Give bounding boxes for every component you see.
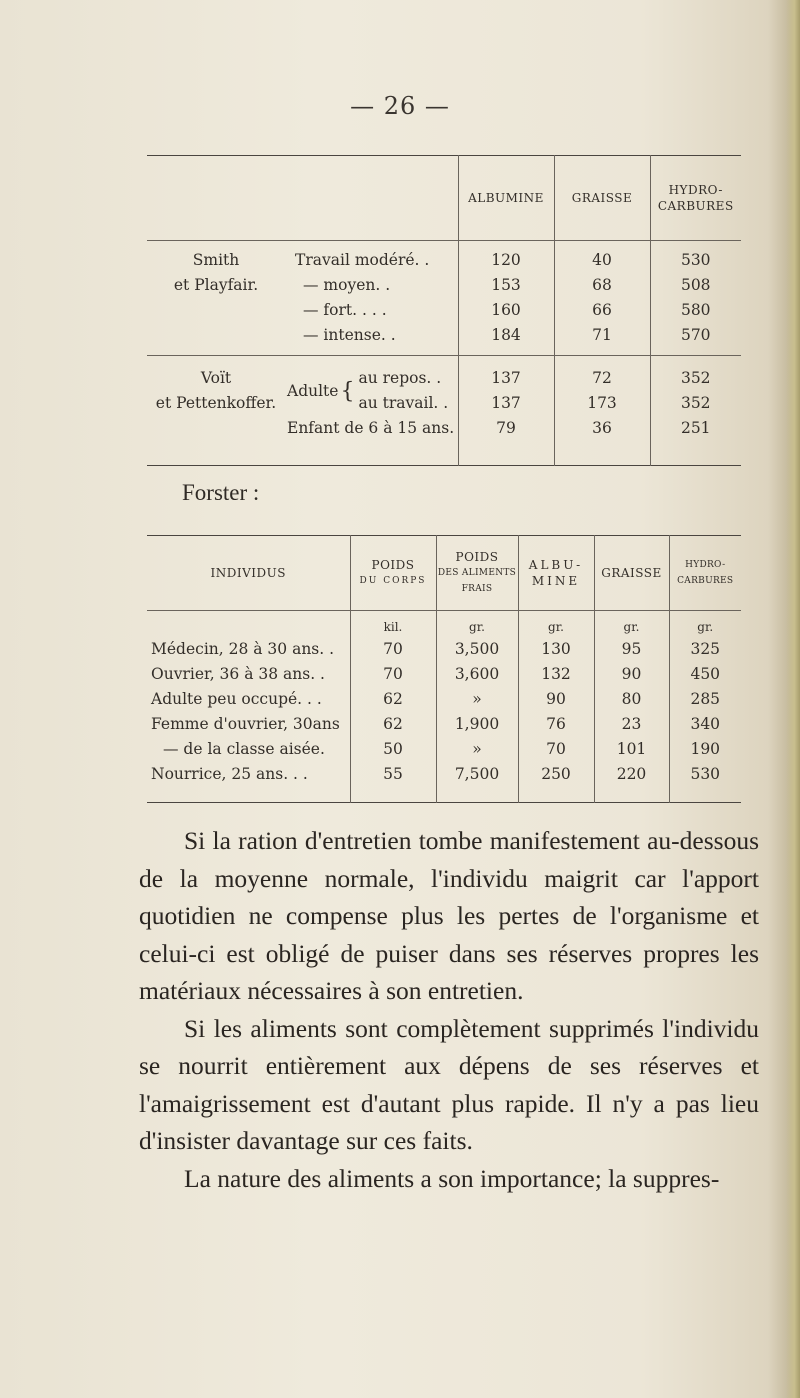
value-cell: 70 [383,640,403,658]
table1-header-graisse: GRAISSE [554,156,650,241]
value-cell: 80 [621,690,642,708]
individu-label: Adulte peu occupé. . . [151,690,322,708]
paragraph: La nature des aliments a son importance; la suppres- [184,1163,720,1193]
value-cell: 76 [546,715,566,733]
value-cell: 530 [680,251,711,269]
individu-label: Nourrice, 25 ans. . . [151,765,308,783]
table1-group-smith [147,241,741,356]
paragraph: Si la ration d'entretien tombe manifestement au-dessous de la moyenne normale, l'individu maigrit car l'apport quotidien ne compense plus les pertes de l'organisme et celui-ci est obligé de puiser dans ses réserves propres les matériaux nécessaires à son entretien. [139,826,759,1005]
forster-ration-table [147,535,741,803]
value-cell: 1,900 [454,715,500,733]
header-poids-corps [350,536,436,611]
header-text: HYDRO- [685,560,726,570]
value-cell: 79 [496,419,516,437]
value-cell: 90 [621,665,642,683]
value-cell: 137 [491,369,521,387]
value-cell: 530 [690,765,721,783]
unit-label: gr. [469,620,485,634]
albumine-values [458,241,554,356]
adulte-group [287,366,458,416]
value-cell: 50 [383,740,403,758]
value-cell: 62 [383,715,403,733]
value-cell: » [472,740,482,758]
value-cell: 450 [690,665,721,683]
value-cell: 70 [546,740,566,758]
table1-group-voit [147,356,741,466]
individu-label: Femme d'ouvrier, 30ans [151,715,340,733]
header-hydrocarbures [669,536,741,611]
value-cell: 250 [541,765,571,783]
hydro-values [650,241,741,356]
unit-label: gr. [548,620,564,634]
individu-label: Médecin, 28 à 30 ans. . [151,640,335,658]
header-text: POIDS [371,558,415,572]
row-label: — moyen. . [303,276,391,294]
value-cell: 90 [546,690,566,708]
header-text: DES ALIMENTS [437,568,517,578]
author-line: et Pettenkoffer. [155,394,277,412]
author-voit-pettenkoffer [147,356,285,466]
table2-header-row [147,536,741,611]
value-cell: 120 [491,251,521,269]
table1-header-empty-1 [147,156,285,241]
table1-header-albumine: ALBUMINE [458,156,554,241]
value-cell: 72 [592,369,612,387]
value-cell: 340 [690,715,721,733]
unit-label: kil. [383,620,403,634]
brace-glyph: { [340,378,355,404]
hydro-values-voit [650,356,741,466]
aliments-column [436,611,518,803]
value-cell: 23 [621,715,642,733]
value-cell: 66 [592,301,612,319]
work-level-labels [285,241,458,356]
voit-labels [285,356,458,466]
value-cell: 220 [616,765,647,783]
author-line: Smith [192,251,240,269]
value-cell: 251 [680,419,711,437]
author-smith-playfair [147,241,285,356]
albumine-values-voit [458,356,554,466]
individu-label: — de la classe aisée. [163,740,325,758]
value-cell: 153 [491,276,521,294]
value-cell: 352 [680,394,711,412]
value-cell: 62 [383,690,403,708]
table2-body [147,611,741,803]
graisse-values [554,241,650,356]
individus-column [147,611,350,803]
row-label: au repos. . [358,369,442,387]
row-label: Enfant de 6 à 15 ans. [287,419,455,437]
unit-label: gr. [697,620,714,634]
value-cell: 71 [592,326,612,344]
page-number: — 26 — [350,92,450,120]
header-text: DU CORPS [359,576,427,586]
header-poids-aliments [436,536,518,611]
body-text [139,822,759,1197]
header-individus: INDIVIDUS [147,536,350,611]
header-graisse: GRAISSE [594,536,669,611]
header-text: FRAIS [461,584,493,594]
table1-header-row [147,156,741,241]
adulte-label: Adulte [287,381,339,400]
header-text: CARBURES [677,576,734,586]
value-cell: 95 [621,640,642,658]
header-text: ALBU- [528,558,584,572]
value-cell: 3,600 [454,665,500,683]
value-cell: 352 [680,369,711,387]
albumine-column [518,611,594,803]
value-cell: 137 [491,394,521,412]
author-line: et Playfair. [173,276,259,294]
value-cell: 40 [592,251,612,269]
header-text: MINE [531,574,581,588]
row-label: au travail. . [358,394,449,412]
value-cell: 184 [491,326,521,344]
author-line: Voït [200,369,232,387]
value-cell: 36 [592,419,612,437]
value-cell: 70 [383,665,403,683]
adulte-sublabels [354,366,448,416]
row-label: — fort. . . . [303,301,387,319]
forster-heading: Forster : [182,480,260,505]
value-cell: 285 [690,690,721,708]
page-edge-shadow [786,0,800,1398]
unit-label: gr. [623,620,640,634]
hydro-column [669,611,741,803]
value-cell: 55 [383,765,403,783]
table1-header-hydrocarbures: HYDRO- CARBURES [650,156,741,241]
graisse-column [594,611,669,803]
graisse-values-voit [554,356,650,466]
poids-column [350,611,436,803]
ration-table-smith-voit [147,155,741,466]
individu-label: Ouvrier, 36 à 38 ans. . [151,665,325,683]
value-cell: 190 [690,740,721,758]
value-cell: 132 [541,665,571,683]
value-cell: » [472,690,482,708]
paragraph: Si les aliments sont complètement supprimés l'individu se nourrit entièrement aux dépens de ses réserves et l'amaigrissement est d'autant plus rapide. Il n'y a pas lieu d'insister davantage sur ces faits. [139,1013,759,1155]
value-cell: 570 [680,326,711,344]
value-cell: 3,500 [454,640,500,658]
value-cell: 508 [680,276,711,294]
value-cell: 325 [690,640,721,658]
row-label: — intense. . [303,326,396,344]
value-cell: 68 [592,276,612,294]
row-label: Travail modéré. . [295,251,430,269]
value-cell: 101 [616,740,647,758]
value-cell: 580 [680,301,711,319]
table1-header-empty-2 [285,156,458,241]
value-cell: 173 [587,394,617,412]
header-text: POIDS [455,550,499,564]
value-cell: 160 [491,301,521,319]
value-cell: 130 [541,640,571,658]
header-albumine [518,536,594,611]
value-cell: 7,500 [454,765,500,783]
